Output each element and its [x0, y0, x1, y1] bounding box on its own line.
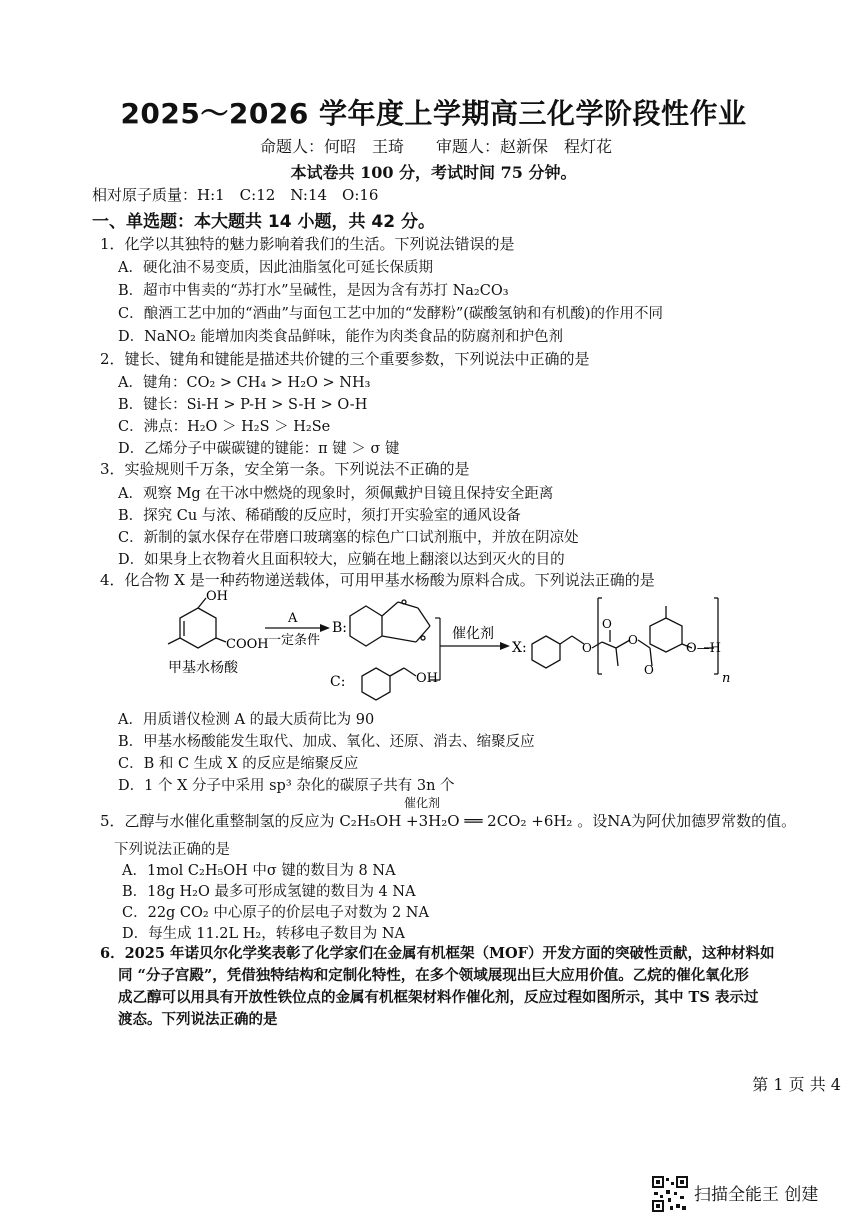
question-2-option-b: B．键长：Si-H > P-H > S-H > O-H: [118, 397, 368, 413]
page-title: 2025～2026 学年度上学期高三化学阶段性作业: [120, 97, 747, 130]
start-compound-label: 甲基水杨酸: [168, 660, 238, 676]
question-5-option-c: C．22g CO₂ 中心原子的价层电子对数为 2 NA: [122, 905, 429, 921]
oh-label: OH: [206, 589, 228, 604]
question-6-line-1: 6．2025 年诺贝尔化学奖表彰了化学家们在金属有机框架（MOF）开发方面的突破性贡献，这种材料如: [100, 945, 775, 962]
methylsalicylic-acid-structure: [168, 598, 226, 648]
question-1-option-c: C．酿酒工艺中加的“酒曲”与面包工艺中加的“发酵粉”(碳酸氢钠和有机酸)的作用不同: [118, 306, 664, 322]
scanner-watermark: 扫描全能王 创建: [694, 1185, 819, 1205]
cooh-label: COOH: [226, 637, 269, 652]
question-5-option-b: B．18g H₂O 最多可形成氢键的数目为 4 NA: [122, 884, 416, 900]
section-heading: 一、单选题：本大题共 14 小题，共 42 分。: [92, 212, 435, 232]
question-5-stem: 5．乙醇与水催化重整制氢的反应为 C₂H₅OH +3H₂O ══ 2CO₂ +6H₂ 。设NA为阿伏加德罗常数的值。: [100, 812, 797, 830]
question-6-line-3: 成乙醇可以用具有开放性铁位点的金属有机框架材料作催化剂，反应过程如图所示，其中 TS 表示过: [118, 989, 759, 1006]
question-4-option-c: C．B 和 C 生成 X 的反应是缩聚反应: [118, 756, 359, 772]
question-1-option-d: D．NaNO₂ 能增加肉类食品鲜味，能作为肉类食品的防腐剂和护色剂: [118, 329, 563, 345]
atomic-mass-line: 相对原子质量：H:1 C:12 N:14 O:16: [92, 186, 379, 204]
x-end-group: O—H: [686, 641, 721, 656]
svg-text:O: O: [628, 633, 638, 647]
question-1-stem: 1．化学以其独特的魅力影响着我们的生活。下列说法错误的是: [100, 235, 515, 253]
compound-b-label: B:: [332, 620, 348, 636]
arrow-1-condition: 一定条件: [268, 633, 321, 648]
svg-text:O: O: [582, 641, 592, 655]
question-3-option-a: A．观察 Mg 在干冰中燃烧的现象时，须佩戴护目镜且保持安全距离: [118, 486, 554, 502]
question-5-option-a: A．1mol C₂H₅OH 中σ 键的数目为 8 NA: [122, 863, 396, 879]
question-3-option-d: D．如果身上衣物着火且面积较大，应躺在地上翻滚以达到灭火的目的: [118, 552, 565, 568]
question-4-option-d: D．1 个 X 分子中采用 sp³ 杂化的碳原子共有 3n 个: [118, 778, 455, 794]
catalyst-label: 催化剂: [452, 626, 494, 642]
question-4-stem: 4．化合物 X 是一种药物递送载体，可用甲基水杨酸为原料合成。下列说法正确的是: [100, 571, 655, 589]
compound-x-label: X:: [512, 640, 527, 656]
page-number: 第 1 页 共 4: [752, 1075, 841, 1094]
arrow-1-reagent: A: [288, 611, 298, 626]
question-6-line-2: 同 “分子宫殿”，凭借独特结构和定制化特性，在多个领域展现出巨大应用价值。乙烷的催化氧化形: [118, 967, 749, 984]
question-4-option-a: A．用质谱仪检测 A 的最大质荷比为 90: [118, 712, 375, 728]
compound-b-structure: [350, 600, 430, 646]
reaction-scheme: [140, 586, 800, 706]
repeat-n: n: [722, 671, 731, 686]
question-3-option-b: B．探究 Cu 与浓、稀硝酸的反应时，须打开实验室的通风设备: [118, 508, 521, 524]
question-4-option-b: B．甲基水杨酸能发生取代、加成、氧化、还原、消去、缩聚反应: [118, 734, 535, 750]
question-2-stem: 2．键长、键角和键能是描述共价键的三个重要参数，下列说法中正确的是: [100, 350, 590, 368]
question-2-option-a: A．键角：CO₂ > CH₄ > H₂O > NH₃: [118, 375, 371, 391]
question-5-lead: 下列说法正确的是: [114, 842, 230, 858]
authors-line: 命题人：何昭 王琦 审题人：赵新保 程灯花: [260, 137, 613, 156]
qr-code-icon: [652, 1176, 688, 1212]
question-3-stem: 3．实验规则千万条，安全第一条。下列说法不正确的是: [100, 460, 470, 478]
question-2-option-c: C．沸点：H₂O ＞ H₂S ＞ H₂Se: [118, 419, 331, 435]
svg-text:O: O: [602, 617, 612, 631]
question-3-option-c: C．新制的氯水保存在带磨口玻璃塞的棕色广口试剂瓶中，并放在阴凉处: [118, 530, 579, 546]
svg-text:O: O: [644, 663, 654, 677]
c-oh-label: OH: [416, 671, 438, 686]
exam-info: 本试卷共 100 分，考试时间 75 分钟。: [290, 163, 577, 182]
question-1-option-b: B．超市中售卖的“苏打水”呈碱性，是因为含有苏打 Na₂CO₃: [118, 283, 509, 299]
question-1-option-a: A．硬化油不易变质，因此油脂氢化可延长保质期: [118, 260, 433, 276]
compound-x-structure: [532, 598, 718, 674]
question-5-option-d: D．每生成 11.2L H₂，转移电子数目为 NA: [122, 926, 405, 942]
question-6-line-4: 渡态。下列说法正确的是: [118, 1011, 278, 1028]
question-2-option-d: D．乙烯分子中碳碳键的键能：π 键 ＞ σ 键: [118, 441, 400, 457]
compound-c-label: C:: [330, 674, 346, 690]
question-5-catalyst: 催化剂: [404, 796, 441, 810]
